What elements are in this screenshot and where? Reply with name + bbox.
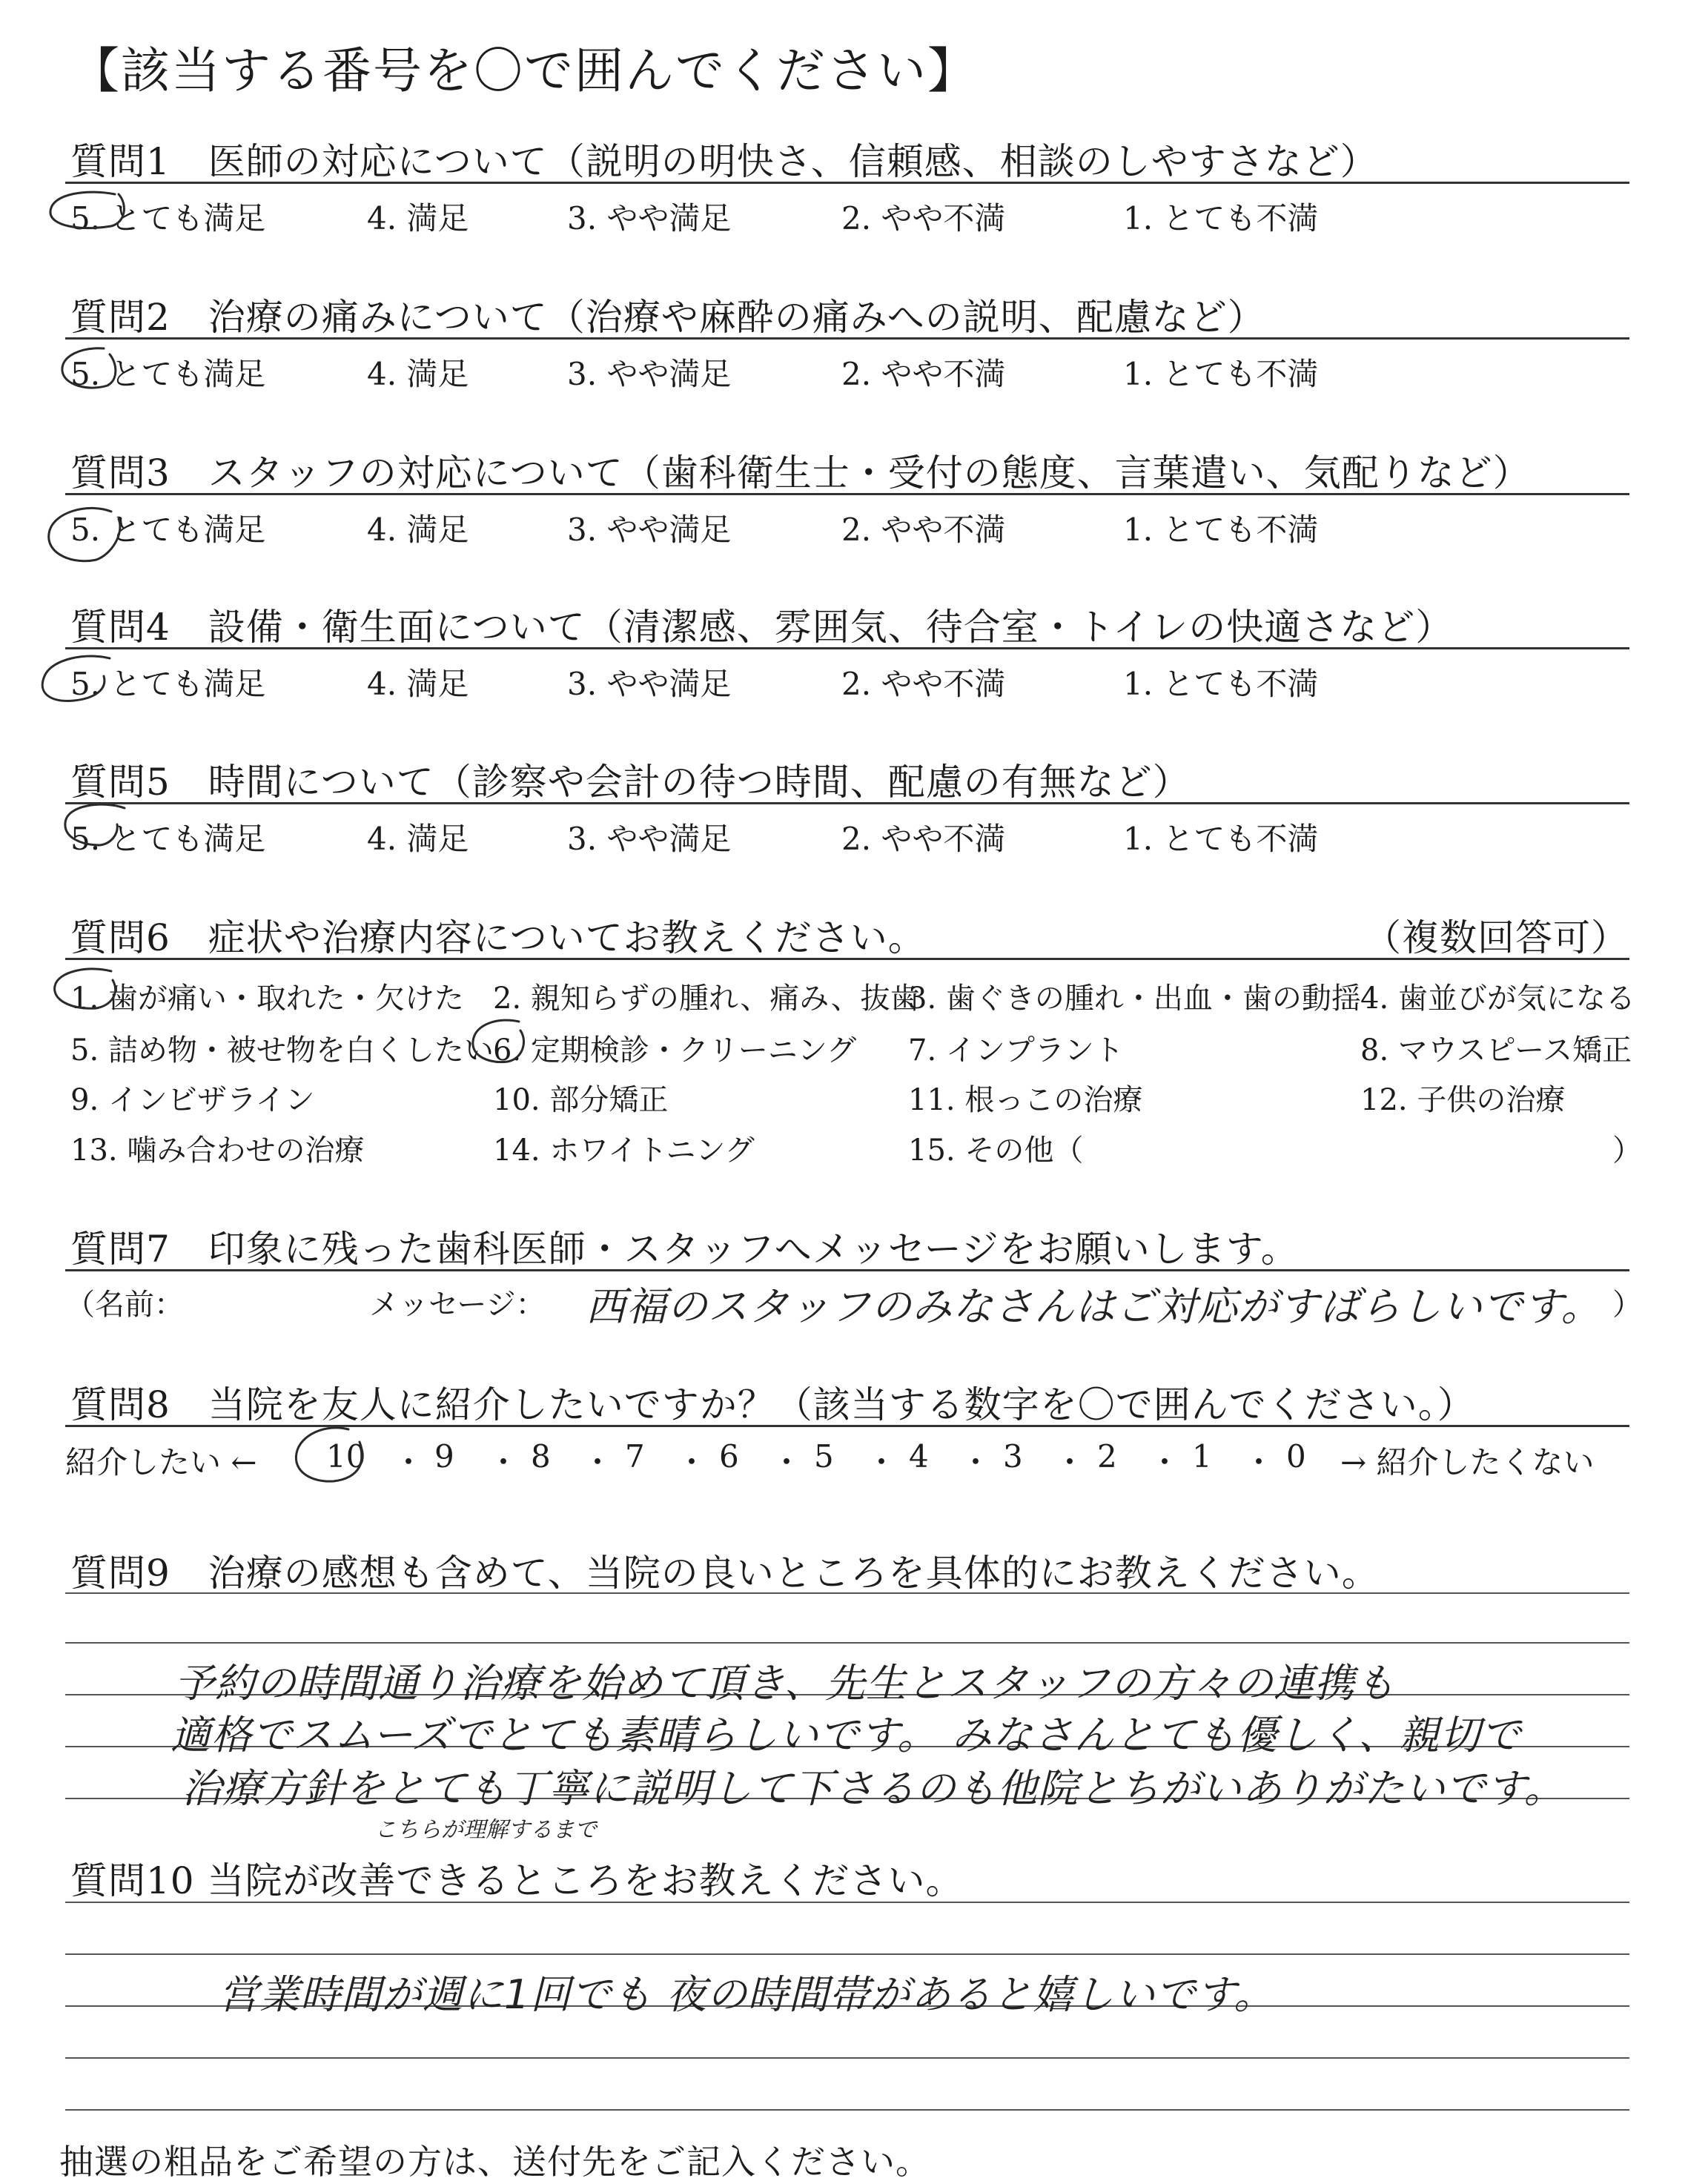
q1-circle-mark <box>50 192 124 228</box>
q6-item6-circle-mark <box>473 1020 524 1062</box>
q4-option-2[interactable]: 2. やや不満 <box>841 666 1006 702</box>
question-10-title: 質問10 当院が改善できるところをお教えください。 <box>70 1859 964 1902</box>
question-3-title: 質問3 スタッフの対応について（歯科衛生士・受付の態度、言葉遣い、気配りなど） <box>70 451 1531 494</box>
q6-item-8[interactable]: 8. マウスピース矯正 <box>1360 1033 1632 1068</box>
scale-dot: ・ <box>582 1444 614 1480</box>
q9-insertion-note: こちらが理解するまで <box>374 1817 597 1843</box>
q6-item-14[interactable]: 14. ホワイトニング <box>493 1134 755 1168</box>
q6-item-1[interactable]: 1. 歯が痛い・取れた・欠けた <box>70 982 464 1016</box>
q6-item-10[interactable]: 10. 部分矯正 <box>493 1083 669 1117</box>
q6-item1-circle-mark <box>55 969 116 1008</box>
recommend-right-label: → 紹介したくない <box>1340 1444 1595 1480</box>
q5-option-3[interactable]: 3. やや満足 <box>567 821 732 857</box>
scale-dot: ・ <box>393 1444 425 1480</box>
multiple-answers-note: （複数回答可） <box>1364 916 1629 959</box>
q2-option-5[interactable]: 5. とても満足 <box>70 356 266 392</box>
q4-option-1[interactable]: 1. とても不満 <box>1123 666 1319 702</box>
scale-dot: ・ <box>866 1444 898 1480</box>
scale-dot: ・ <box>488 1444 520 1480</box>
question-1-title: 質問1 医師の対応について（説明の明快さ、信頼感、相談のしやすさなど） <box>70 140 1378 183</box>
scale-10[interactable]: 10 <box>326 1438 366 1475</box>
q9-answer-line-2[interactable]: 適格でスムーズでとても素晴らしいです。 みなさんとても優しく、親切で <box>171 1712 1522 1758</box>
footer-note: 抽選の粗品をご希望の方は、送付先をご記入ください。 <box>59 2142 930 2182</box>
q2-option-2[interactable]: 2. やや不満 <box>841 356 1006 392</box>
scale-dot: ・ <box>771 1444 803 1480</box>
q10-answer-line-1[interactable]: 営業時間が週に1回でも 夜の時間帯があると嬉しいです。 <box>219 1971 1275 2018</box>
scale-7[interactable]: 7 <box>625 1438 645 1475</box>
recommend-left-label: 紹介したい ← <box>65 1444 257 1480</box>
q3-option-4[interactable]: 4. 満足 <box>367 512 469 548</box>
scale-0[interactable]: 0 <box>1286 1438 1306 1475</box>
scale-dot: ・ <box>960 1444 992 1480</box>
question-5-title: 質問5 時間について（診察や会計の待つ時間、配慮の有無など） <box>70 761 1191 804</box>
q9-answer-line-1[interactable]: 予約の時間通り治療を始めて頂き、先生とスタッフの方々の連携も <box>174 1660 1396 1707</box>
scale-dot: ・ <box>1243 1444 1275 1480</box>
q4-circle-mark <box>42 656 110 701</box>
question-6-title: 質問6 症状や治療内容についてお教えください。 <box>70 916 926 959</box>
question-9-title: 質問9 治療の感想も含めて、当院の良いところを具体的にお教えください。 <box>70 1552 1380 1595</box>
q5-option-2[interactable]: 2. やや不満 <box>841 821 1006 857</box>
q5-option-4[interactable]: 4. 満足 <box>367 821 469 857</box>
q6-other-close-paren: ） <box>1612 1134 1642 1168</box>
q6-item-12[interactable]: 12. 子供の治療 <box>1360 1083 1566 1117</box>
q1-option-1[interactable]: 1. とても不満 <box>1123 200 1319 236</box>
question-7-title: 質問7 印象に残った歯科医師・スタッフへメッセージをお願いします。 <box>70 1228 1299 1271</box>
q6-item-11[interactable]: 11. 根っこの治療 <box>908 1083 1143 1117</box>
scale-8[interactable]: 8 <box>531 1438 551 1475</box>
q4-option-4[interactable]: 4. 満足 <box>367 666 469 702</box>
q6-item-9[interactable]: 9. インビザライン <box>70 1083 315 1117</box>
q2-option-3[interactable]: 3. やや満足 <box>567 356 732 392</box>
q6-item-4[interactable]: 4. 歯並びが気になる <box>1360 982 1635 1016</box>
question-8-title: 質問8 当院を友人に紹介したいですか？（該当する数字を〇で囲んでください。） <box>70 1383 1475 1426</box>
q4-option-5[interactable]: 5. とても満足 <box>70 666 266 702</box>
q1-option-5[interactable]: 5. とても満足 <box>70 200 266 236</box>
name-label: （名前： <box>65 1288 184 1322</box>
q3-option-3[interactable]: 3. やや満足 <box>567 512 732 548</box>
q5-circle-mark <box>65 804 125 845</box>
q3-option-2[interactable]: 2. やや不満 <box>841 512 1006 548</box>
scale-5[interactable]: 5 <box>814 1438 834 1475</box>
q5-option-5[interactable]: 5. とても満足 <box>70 821 266 857</box>
q6-item-3[interactable]: 3. 歯ぐきの腫れ・出血・歯の動揺 <box>908 982 1361 1016</box>
scale-3[interactable]: 3 <box>1003 1438 1023 1475</box>
question-4-title: 質問4 設備・衛生面について（清潔感、雰囲気、待合室・トイレの快適さなど） <box>70 606 1454 649</box>
scale-4[interactable]: 4 <box>909 1438 929 1475</box>
q6-item-13[interactable]: 13. 噛み合わせの治療 <box>70 1134 365 1168</box>
scale-1[interactable]: 1 <box>1192 1438 1212 1475</box>
scale-dot: ・ <box>1054 1444 1086 1480</box>
q8-circle-mark <box>296 1428 362 1481</box>
q1-option-4[interactable]: 4. 満足 <box>367 200 469 236</box>
q3-option-1[interactable]: 1. とても不満 <box>1123 512 1319 548</box>
message-label: メッセージ： <box>369 1288 546 1322</box>
q5-option-1[interactable]: 1. とても不満 <box>1123 821 1319 857</box>
q6-item-2[interactable]: 2. 親知らずの腫れ、痛み、抜歯 <box>493 982 920 1016</box>
survey-header: 【該当する番号を〇で囲んでください】 <box>70 42 978 99</box>
q6-item-15[interactable]: 15. その他（ <box>908 1134 1084 1168</box>
q6-item-5[interactable]: 5. 詰め物・被せ物を白くしたい <box>70 1033 494 1068</box>
q6-item-6[interactable]: 6. 定期検診・クリーニング <box>493 1033 857 1068</box>
q2-option-4[interactable]: 4. 満足 <box>367 356 469 392</box>
q3-option-5[interactable]: 5. とても満足 <box>70 512 266 548</box>
scale-dot: ・ <box>676 1444 708 1480</box>
q6-item-7[interactable]: 7. インプラント <box>908 1033 1124 1068</box>
scale-dot: ・ <box>1149 1444 1181 1480</box>
q3-circle-mark <box>49 508 120 560</box>
q1-option-2[interactable]: 2. やや不満 <box>841 200 1006 236</box>
question-2-title: 質問2 治療の痛みについて（治療や麻酔の痛みへの説明、配慮など） <box>70 296 1265 339</box>
message-close-paren: ） <box>1612 1288 1642 1322</box>
q2-circle-mark <box>62 348 116 388</box>
scale-6[interactable]: 6 <box>719 1438 739 1475</box>
scale-2[interactable]: 2 <box>1097 1438 1117 1475</box>
q4-option-3[interactable]: 3. やや満足 <box>567 666 732 702</box>
q2-option-1[interactable]: 1. とても不満 <box>1123 356 1319 392</box>
handwritten-message[interactable]: 西福のスタッフのみなさんはご対応がすばらしいです。 <box>586 1283 1602 1330</box>
q9-answer-line-3[interactable]: 治療方針をとても丁寧に説明して下さるのも他院とちがいありがたいです。 <box>182 1765 1565 1812</box>
q1-option-3[interactable]: 3. やや満足 <box>567 200 732 236</box>
scale-9[interactable]: 9 <box>434 1438 454 1475</box>
